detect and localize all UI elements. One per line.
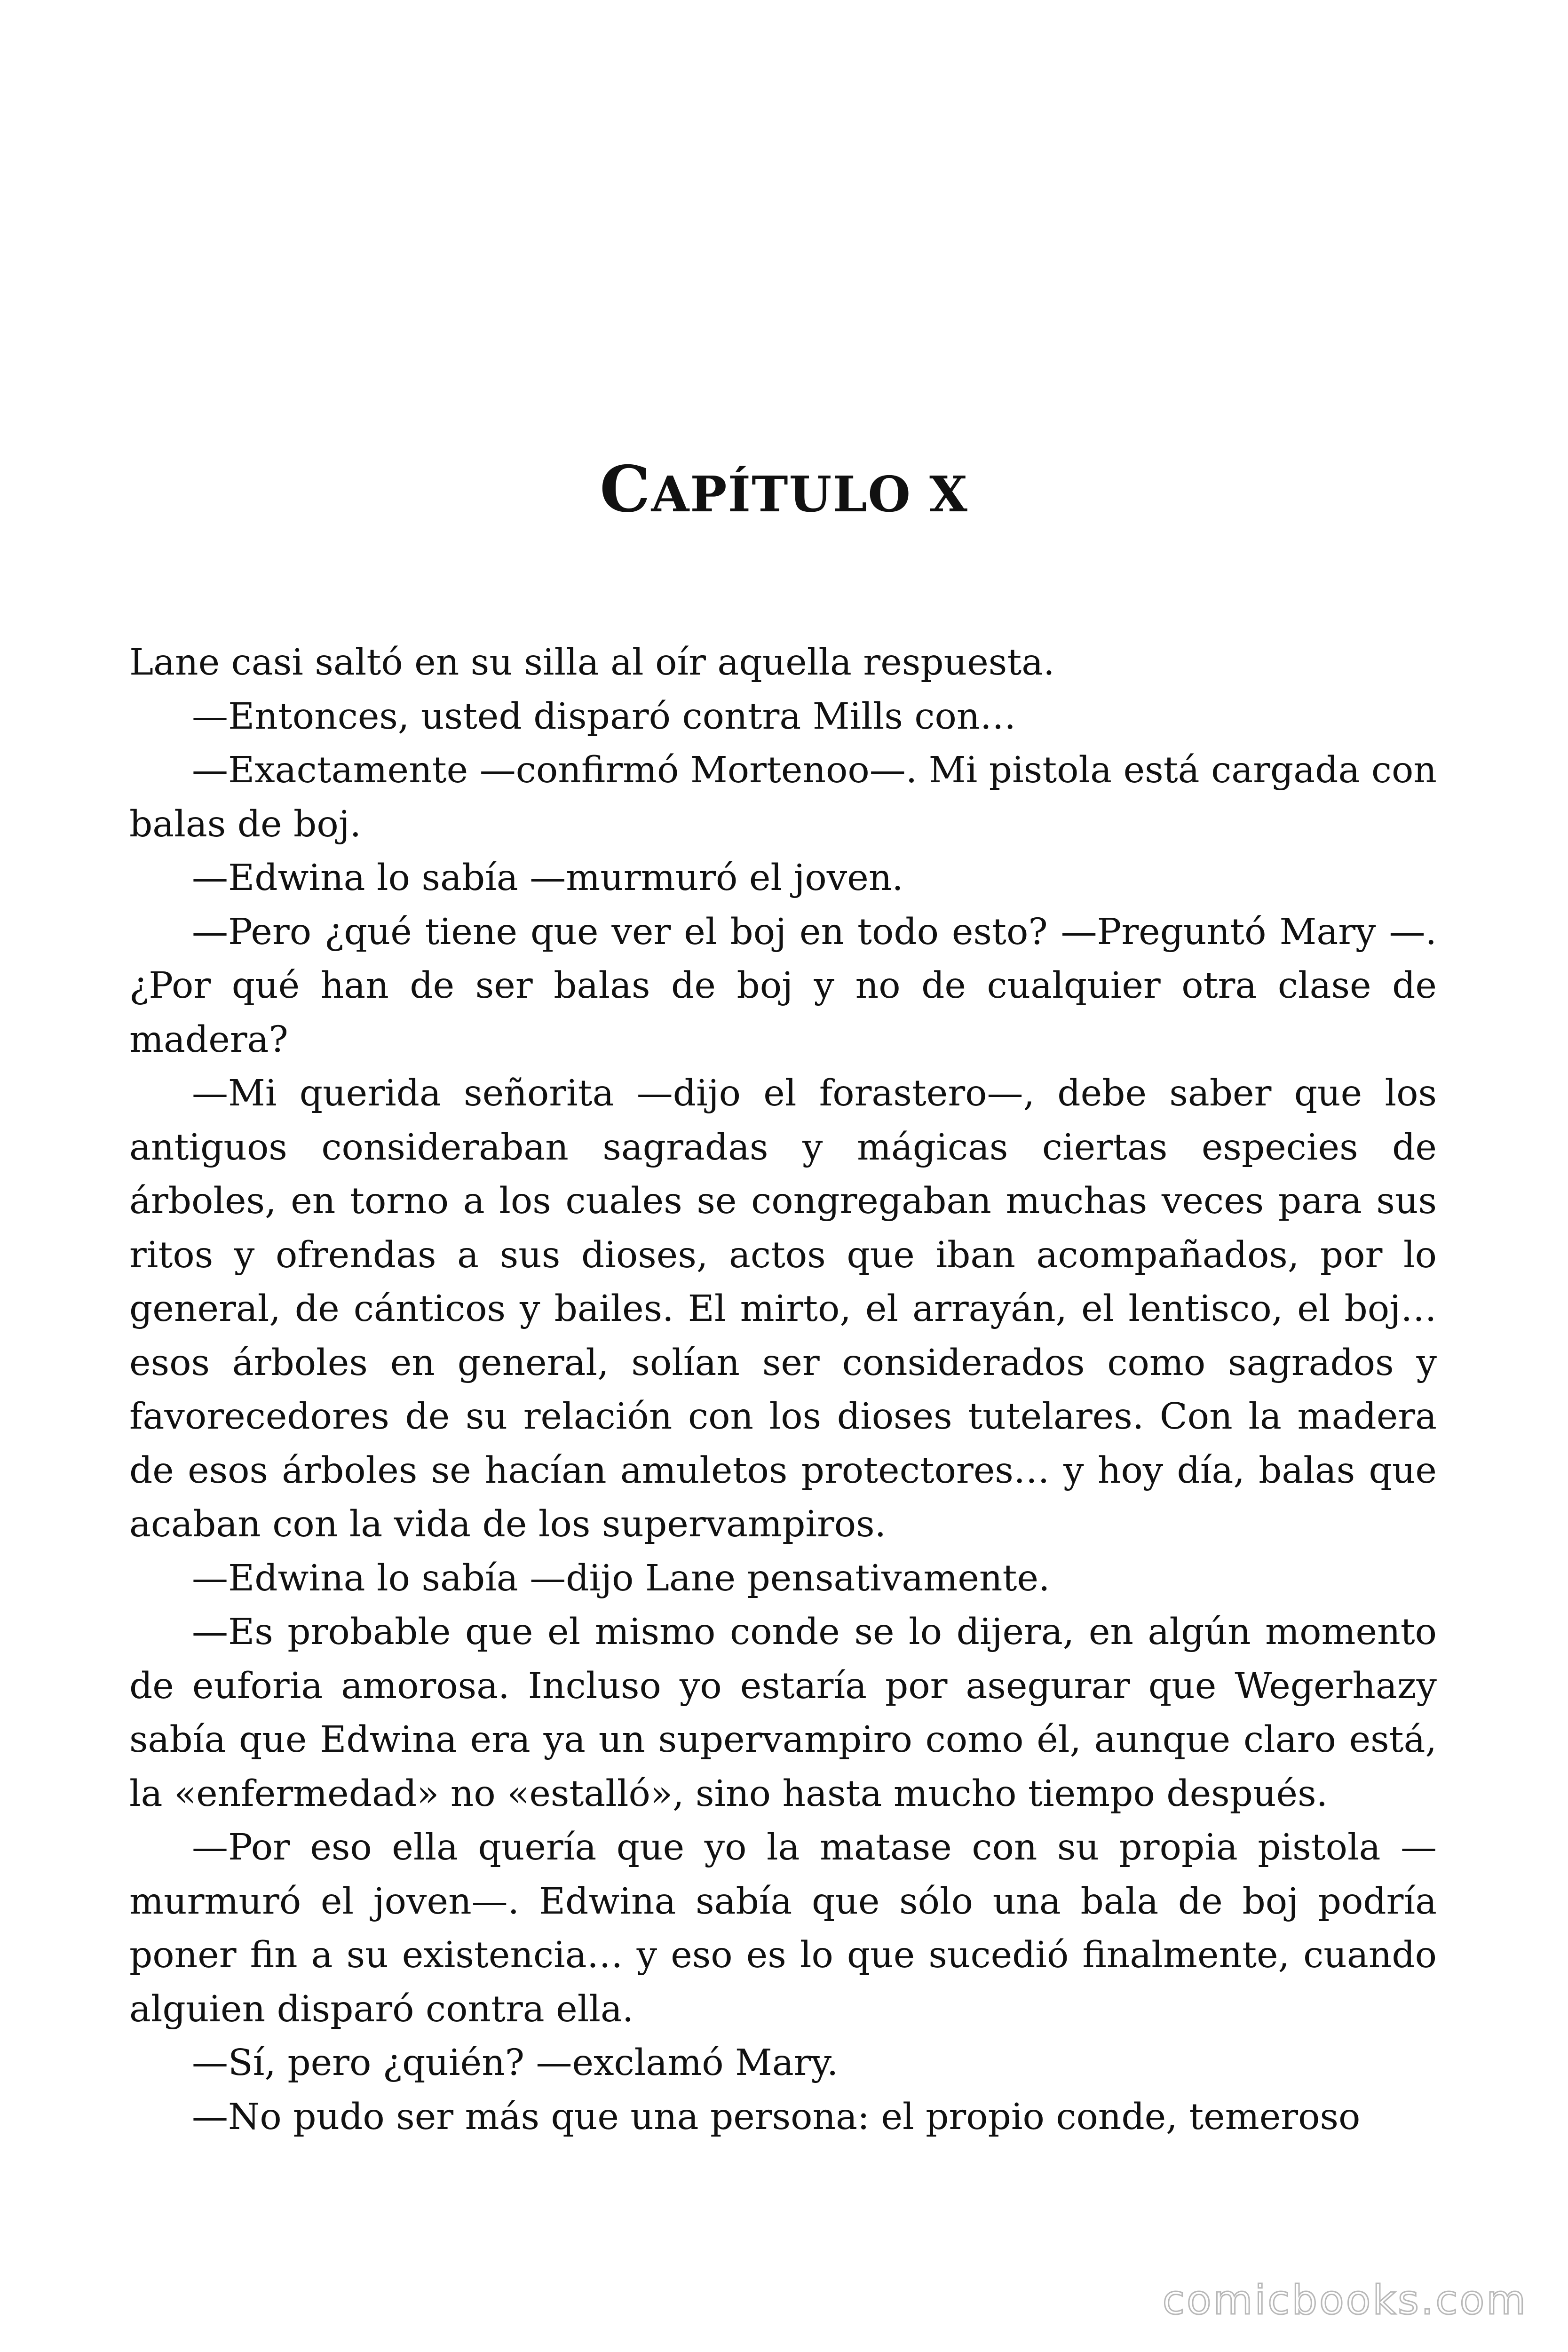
- watermark: comicbooks.com: [1162, 2277, 1528, 2324]
- paragraph: —Edwina lo sabía —dijo Lane pensativamente.: [192, 1557, 1050, 1599]
- paragraph: —No pudo ser más que una persona: el propio conde, temeroso: [192, 2096, 1361, 2138]
- paragraph: —Exactamente —confirmó Mortenoo—. Mi pistola está cargada con balas de boj.: [129, 749, 1437, 845]
- chapter-body: [129, 636, 1437, 2144]
- paragraph: —Es probable que el mismo conde se lo dijera, en algún momento de euforia amorosa. Incluso yo estaría por asegurar que Wegerhazy sabía que Edwina era ya un supervampiro como él, aunque claro está, la «enfermedad» no «estalló», sino hasta mucho tiempo después.: [129, 1611, 1437, 1815]
- chapter-title-initial: C: [600, 452, 651, 526]
- paragraph: —Edwina lo sabía —murmuró el joven.: [192, 857, 903, 899]
- chapter-title: [0, 447, 1568, 537]
- chapter-title-rest: APÍTULO X: [651, 465, 968, 523]
- paragraph: —Sí, pero ¿quién? —exclamó Mary.: [192, 2042, 839, 2084]
- paragraph: —Mi querida señorita —dijo el forastero—, debe saber que los antiguos consideraban sagradas y mágicas ciertas especies de árboles, en torno a los cuales se congregaban muchas veces para sus ritos y ofrendas a sus dioses, actos que iban acompañados, por lo general, de cánticos y bailes. El mirto, el arrayán, el lentisco, el boj… esos árboles en general, solían ser considerados como sagrados y favorecedores de su relación con los dioses tutelares. Con la madera de esos árboles se hacían amuletos protectores… y hoy día, balas que acaban con la vida de los supervampiros.: [129, 1073, 1437, 1545]
- paragraph: —Entonces, usted disparó contra Mills con…: [192, 695, 1016, 738]
- paragraph: —Pero ¿qué tiene que ver el boj en todo esto? —Preguntó Mary —. ¿Por qué han de ser balas de boj y no de cualquier otra clase de madera?: [129, 911, 1437, 1061]
- paragraph: —Por eso ella quería que yo la matase con su propia pistola — murmuró el joven—. Edwina sabía que sólo una bala de boj podría poner fin a su existencia… y eso es lo que sucedió finalmente, cuando alguien disparó contra ella.: [129, 1827, 1437, 2030]
- paragraph: Lane casi saltó en su silla al oír aquella respuesta.: [129, 642, 1055, 683]
